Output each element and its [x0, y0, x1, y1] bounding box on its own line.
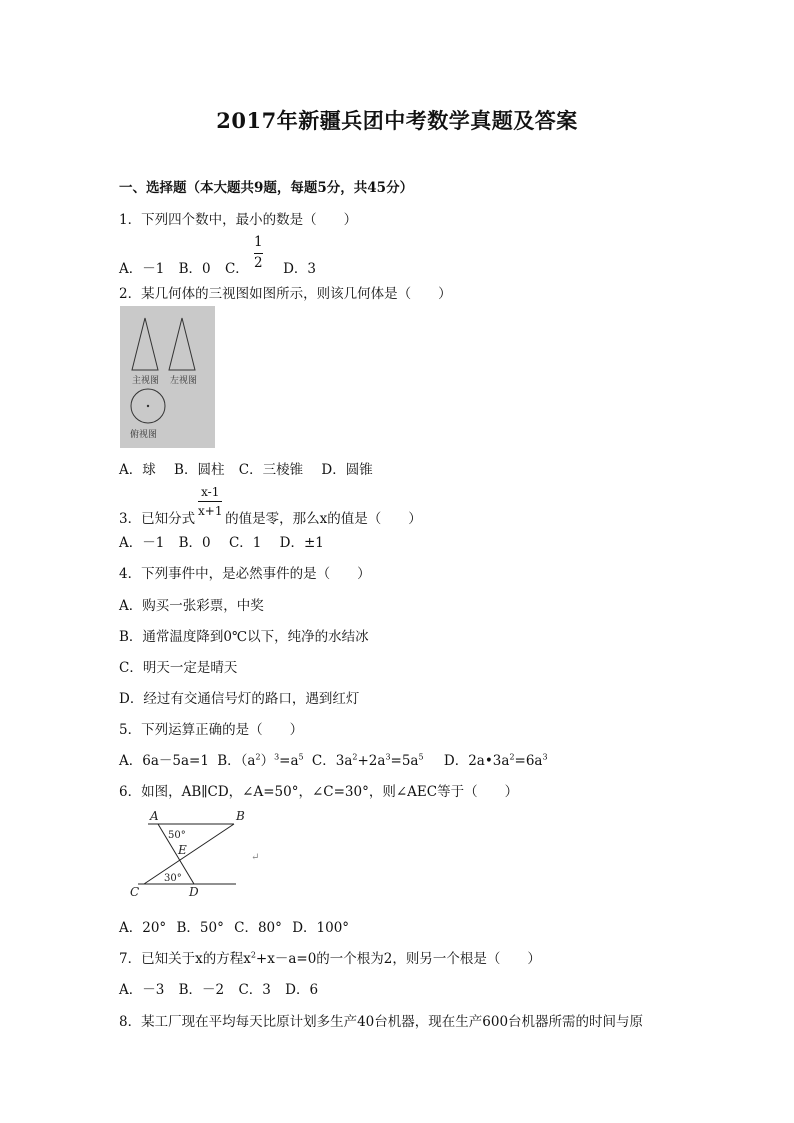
question-6-stem: 6．如图，AB∥CD，∠A=50°，∠C=30°，则∠AEC等于（ ） [119, 784, 519, 800]
option-d: D．3 [283, 261, 317, 277]
option-c: C．三棱锥 [238, 462, 304, 478]
top-view-label: 俯视图 [130, 430, 158, 440]
question-1-options [119, 254, 317, 277]
question-8-stem: 8．某工厂现在平均每天比原计划多生产40台机器，现在生产600台机器所需的时间与原 [119, 1014, 644, 1030]
point-c-label: C [130, 885, 140, 899]
section-heading: 一、选择题（本大题共9题，每题5分，共45分） [119, 180, 414, 196]
angle-c-label: 30° [164, 873, 182, 884]
option-b: B．－2 [178, 982, 225, 998]
question-2-options [119, 458, 373, 478]
question-4-stem: 4．下列事件中，是必然事件的是（ ） [119, 566, 371, 582]
option-c: C．3 [238, 982, 271, 998]
fraction-bar [198, 501, 222, 502]
option-b: B．$(a^2)^3=a^5$ [217, 752, 304, 769]
angle-a-label: 50° [168, 830, 186, 841]
question-7-stem: 7．已知关于x的方程$x^2+x-a=0$的一个根为2，则另一个根是（ ） [119, 950, 541, 967]
point-e-label: E [178, 843, 187, 857]
fraction-numerator: x-1 [201, 485, 220, 499]
option-a: A．－1 [119, 535, 165, 551]
question-3-stem-post: 的值是零，那么x的值是（ ） [225, 511, 422, 527]
parallel-lines-figure [128, 806, 268, 902]
option-d: D．±1 [279, 535, 324, 551]
question-1-stem: 1．下列四个数中，最小的数是（ ） [119, 212, 358, 228]
point-d-label: D [189, 885, 199, 899]
front-view-label: 主视图 [132, 376, 160, 386]
option-a: A．－3 [119, 982, 165, 998]
question-4-option-a: A．购买一张彩票，中奖 [119, 598, 264, 614]
fraction-denominator: 2 [254, 254, 263, 271]
option-d: D．6 [285, 982, 319, 998]
option-c: C． [224, 261, 249, 277]
question-4-option-c: C．明天一定是晴天 [119, 660, 238, 676]
option-d: D．$2a•3a^2=6a^3$ [443, 752, 548, 769]
option-a: A．6a－5a=1 [119, 753, 209, 769]
option-d: D．圆锥 [321, 462, 373, 478]
option-a: A．20° [119, 920, 167, 936]
fraction-bar [254, 253, 263, 254]
option-c: C．$3a^2+2a^3=5a^5$ [311, 752, 424, 769]
page-title: 2017年新疆兵团中考数学真题及答案 [216, 108, 578, 133]
question-5-options [119, 749, 548, 769]
option-c: C．80° [234, 920, 282, 936]
question-7-options [119, 978, 318, 998]
fraction-denominator: x+1 [198, 504, 223, 518]
option-b: B．0 [178, 535, 211, 551]
option-a: A．球 [119, 462, 156, 478]
three-view-figure [120, 306, 215, 448]
option-c: C．1 [228, 535, 262, 551]
question-3-stem-pre: 3．已知分式 [119, 511, 196, 527]
point-a-label: A [150, 809, 159, 823]
option-d: D．100° [292, 920, 350, 936]
point-b-label: B [236, 809, 245, 823]
option-b: B．50° [176, 920, 224, 936]
question-4-option-d: D．经过有交通信号灯的路口，遇到红灯 [119, 691, 360, 707]
left-view-label: 左视图 [170, 376, 198, 386]
option-a: A．－1 [119, 261, 165, 277]
question-3-stem [119, 504, 422, 527]
option-b: B．0 [178, 261, 211, 277]
question-2-stem: 2．某几何体的三视图如图所示，则该几何体是（ ） [119, 286, 452, 302]
return-mark-icon: ↵ [251, 852, 260, 863]
question-3-options [119, 531, 324, 551]
top-view-center-dot [147, 405, 149, 407]
question-4-option-b: B．通常温度降到0℃以下，纯净的水结冰 [119, 629, 369, 645]
question-5-stem: 5．下列运算正确的是（ ） [119, 722, 304, 738]
fraction-numerator: 1 [254, 234, 263, 250]
question-6-options [119, 916, 349, 936]
option-b: B．圆柱 [174, 462, 225, 478]
